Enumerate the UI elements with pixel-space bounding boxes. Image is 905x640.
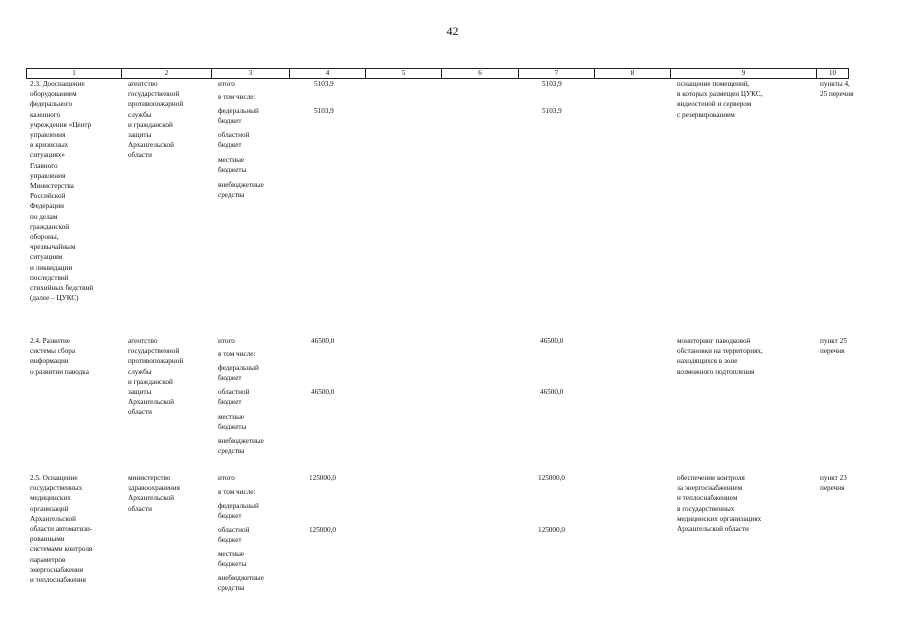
table-header [26,68,849,79]
column-header: 5 [365,69,441,78]
column-header: 2 [121,69,211,78]
value-col7-total: 5103,9 [542,80,562,88]
source-total: итого [218,337,235,345]
executor: агентство государственной противопожарной службы и гражданской защиты Архангельской области [128,337,184,417]
column-header: 4 [289,69,365,78]
column-header: 6 [441,69,518,78]
column-header: 3 [211,69,289,78]
value-col7-regional: 46500,0 [540,388,564,396]
source-regional: областной бюджет [218,526,250,545]
reference: пункт 23 перечня [820,474,847,493]
source-including: в том числе: [218,488,256,496]
value-col7-total: 125000,0 [538,474,565,482]
reference: пункт 25 перечня [820,337,847,356]
column-header: 7 [518,69,594,78]
page-number: 42 [446,24,459,38]
measure-name: 2.5. Оснащение государственных медицинских организаций Архангельской области автоматизи- рованными системами контроля параметров энергоснабжения и теплоснабжения [30,474,93,585]
measure-name: 2.4. Развитие системы сбора информации о развитии паводка [30,337,89,376]
value-regional: 46500,0 [311,388,335,396]
source-extrabudget: внебюджетные средства [218,574,264,593]
expected-result: мониторинг паводковой обстановки на территориях, находящихся в зоне возможного подтопления [677,337,763,376]
source-federal: федеральный бюджет [218,107,259,126]
reference: пункты 4, 25 перечня [820,80,854,99]
source-regional: областной бюджет [218,388,250,407]
column-header: 9 [670,69,816,78]
source-local: местные бюджеты [218,550,247,569]
source-federal: федеральный бюджет [218,502,259,521]
value-federal: 5103,9 [314,107,334,115]
source-federal: федеральный бюджет [218,364,259,383]
source-total: итого [218,80,235,88]
source-local: местные бюджеты [218,156,247,175]
source-local: местные бюджеты [218,413,247,432]
source-extrabudget: внебюджетные средства [218,437,264,456]
column-header: 8 [594,69,670,78]
expected-result: оснащение помещений, в которых размещен ЦУКС, видеостеной и сервером с резервированием [677,80,763,119]
source-extrabudget: внебюджетные средства [218,181,264,200]
source-including: в том числе: [218,93,256,101]
value-total: 125000,0 [309,474,336,482]
executor: министерство здравоохранения Архангельской области [128,474,180,513]
source-total: итого [218,474,235,482]
value-col7-federal: 5103,9 [542,107,562,115]
column-header: 1 [26,69,121,78]
source-regional: областной бюджет [218,131,250,150]
value-regional: 125000,0 [309,526,336,534]
value-col7-regional: 125000,0 [538,526,565,534]
value-col7-total: 46500,0 [540,337,564,345]
value-total: 5103,9 [314,80,334,88]
value-total: 46500,0 [311,337,335,345]
source-including: в том числе: [218,350,256,358]
measure-name: 2.3. Дооснащение оборудованием федерального казенного учреждения «Центр управления в кризисных ситуациях» Главного управления Министерства Российской Федерации по делам гражданской обороны, чрезвычайным ситуациям и ликвидации последствий стихийных бедствий (далее – ЦУКС) [30,80,94,303]
column-header: 10 [816,69,849,78]
expected-result: обеспечение контроля за энергоснабжением и теплоснабжением в государственных медицинских организациях Архангельской области [677,474,762,534]
executor: агентство государственной противопожарной службы и гражданской защиты Архангельской области [128,80,184,160]
